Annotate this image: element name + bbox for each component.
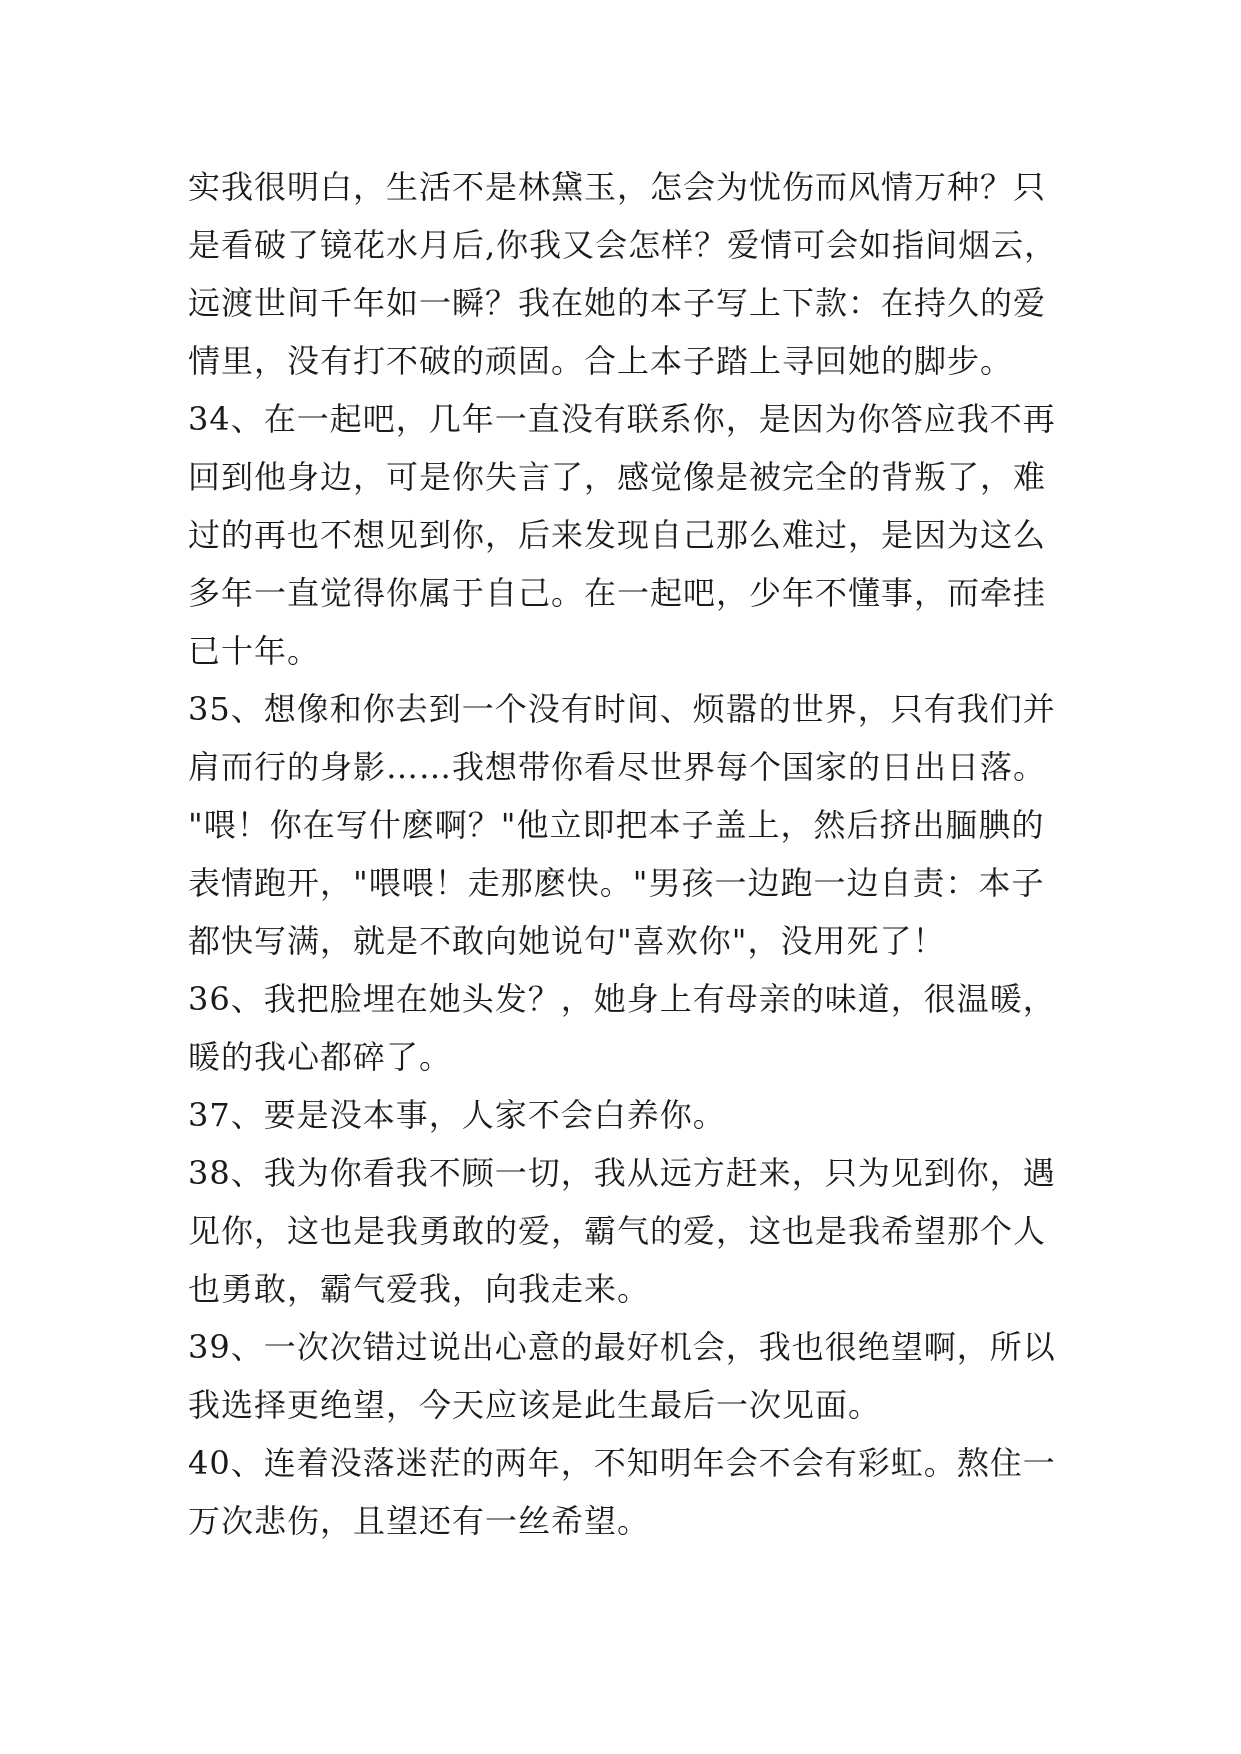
text-line: 是看破了镜花水月后,你我又会怎样？爱情可会如指间烟云， [188, 226, 1058, 264]
text-line: "喂！你在写什麽啊？"他立即把本子盖上，然后挤出腼腆的 [188, 806, 1045, 844]
text-line: 肩而行的身影……我想带你看尽世界每个国家的日出日落。 [188, 748, 1047, 786]
text-line: 都快写满，就是不敢向她说句"喜欢你"，没用死了！ [188, 922, 946, 960]
text-line: 远渡世间千年如一瞬？我在她的本子写上下款：在持久的爱 [188, 284, 1047, 322]
text-line: 万次悲伤，且望还有一丝希望。 [188, 1502, 651, 1540]
text-line: 回到他身边，可是你失言了，感觉像是被完全的背叛了，难 [188, 458, 1047, 496]
document-body [188, 158, 1088, 1550]
text-line: 40、连着没落迷茫的两年，不知明年会不会有彩虹。熬住一 [188, 1444, 1056, 1482]
text-line: 我选择更绝望，今天应该是此生最后一次见面。 [188, 1386, 882, 1424]
text-line: 情里，没有打不破的顽固。合上本子踏上寻回她的脚步。 [188, 342, 1014, 380]
text-line: 34、在一起吧，几年一直没有联系你，是因为你答应我不再 [188, 400, 1056, 438]
text-line: 已十年。 [188, 632, 321, 670]
text-line: 表情跑开，"喂喂！走那麽快。"男孩一边跑一边自责：本子 [188, 864, 1045, 902]
text-line: 暖的我心都碎了。 [188, 1038, 453, 1076]
text-line: 过的再也不想见到你，后来发现自己那么难过，是因为这么 [188, 516, 1047, 554]
text-line: 37、要是没本事，人家不会白养你。 [188, 1096, 726, 1134]
text-line: 36、我把脸埋在她头发？，她身上有母亲的味道，很温暖， [188, 980, 1056, 1018]
text-line: 实我很明白，生活不是林黛玉，怎会为忧伤而风情万种？只 [188, 168, 1047, 206]
text-line: 多年一直觉得你属于自己。在一起吧，少年不懂事，而牵挂 [188, 574, 1047, 612]
text-line: 见你，这也是我勇敢的爱，霸气的爱，这也是我希望那个人 [188, 1212, 1047, 1250]
text-line: 35、想像和你去到一个没有时间、烦嚣的世界，只有我们并 [188, 690, 1056, 728]
text-line: 39、一次次错过说出心意的最好机会，我也很绝望啊，所以 [188, 1328, 1056, 1366]
text-line: 38、我为你看我不顾一切，我从远方赶来，只为见到你，遇 [188, 1154, 1056, 1192]
text-line: 也勇敢，霸气爱我，向我走来。 [188, 1270, 651, 1308]
